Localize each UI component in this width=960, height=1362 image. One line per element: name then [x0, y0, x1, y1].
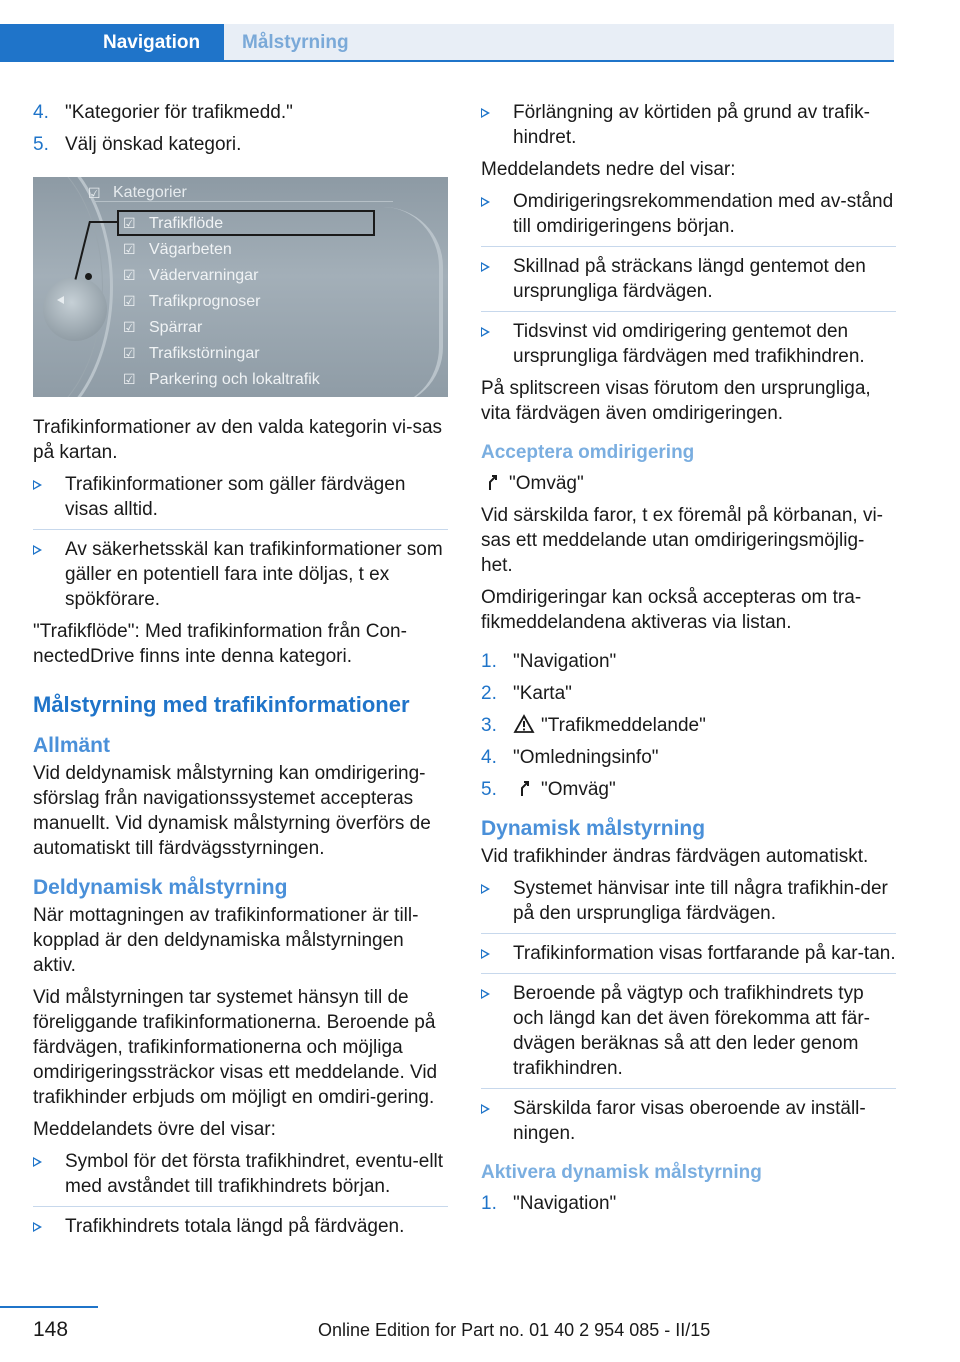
step-number: 5. [33, 134, 49, 155]
step-text: "Trafikmeddelande" [541, 715, 706, 736]
bullet-text: Omdirigeringsrekommendation med av-stånd till omdirigeringens början. [513, 191, 894, 237]
step-number: 2. [481, 683, 497, 704]
bullet-text: Systemet hänvisar inte till några trafikhin-der på den ursprungliga färdvägen. [513, 878, 888, 924]
detour-arrow-icon [481, 472, 503, 492]
category-item[interactable] [123, 211, 223, 235]
paragraph: När mottagningen av trafikinformationer är till-kopplad är den deldynamiska målstyrningen aktiv. [33, 905, 419, 976]
category-item[interactable] [123, 315, 202, 339]
page-header [0, 0, 960, 62]
bullet-text: Tidsvinst vid omdirigering gentemot den ursprungliga färdvägen med trafikhindren. [513, 321, 865, 367]
step-item [481, 681, 896, 706]
step-item [481, 649, 896, 674]
page-number: 148 [33, 1318, 69, 1341]
step-item [481, 777, 896, 802]
bullet-text: Särskilda faror visas oberoende av inställ-ningen. [513, 1098, 866, 1144]
bullet-text: Symbol för det första trafikhindret, eventu-ellt med avståndet till trafikhindrets början. [65, 1151, 444, 1197]
triangle-bullet-icon [33, 1222, 42, 1232]
category-item[interactable] [123, 341, 260, 365]
bullet-item [481, 189, 896, 239]
triangle-bullet-icon [481, 1104, 490, 1114]
bullet-item [33, 537, 448, 612]
bullet-divider [481, 933, 896, 934]
bullet-text: Trafikinformationer som gäller färdvägen visas alltid. [65, 474, 406, 520]
bullet-item [481, 100, 896, 150]
omvag-line [481, 471, 896, 496]
edition-text: Online Edition for Part no. 01 40 2 954 085 - II/15 [318, 1320, 711, 1340]
paragraph: Vid deldynamisk målstyrning kan omdirigering-sförslag från navigationssystemet accepteras manuellt. Vid dynamisk målstyrning överförs de automatiskt till färdvägsstyrningen. [33, 763, 431, 859]
checkbox-icon: ☑ [123, 319, 136, 335]
triangle-bullet-icon [33, 545, 42, 555]
controller-knob-icon [43, 277, 107, 341]
triangle-bullet-icon [481, 949, 490, 959]
screen-divider [93, 201, 393, 202]
subsection-heading: Aktivera dynamisk målstyrning [481, 1162, 762, 1183]
step-number: 4. [481, 747, 497, 768]
checklist-icon: ☑ [88, 185, 101, 201]
right-column [481, 100, 896, 1223]
bullet-item [33, 472, 448, 522]
triangle-bullet-icon [481, 108, 490, 118]
step-number: 1. [481, 651, 497, 672]
bullet-divider [481, 1088, 896, 1089]
paragraph: Omdirigeringar kan också accepteras om tra-fikmeddelandena aktiveras via listan. [481, 587, 862, 633]
step-item [33, 100, 448, 125]
bullet-item [481, 876, 896, 926]
subsection-heading: Allmänt [33, 734, 111, 757]
triangle-bullet-icon [481, 327, 490, 337]
bullet-text: Trafikhindrets totala längd på färdvägen. [65, 1216, 405, 1237]
paragraph: Trafikinformationer av den valda kategorin vi-sas på kartan. [33, 417, 443, 463]
category-item[interactable] [123, 237, 232, 261]
step-text: "Omledningsinfo" [513, 747, 659, 768]
bullet-text: Skillnad på sträckans längd gentemot den ursprungliga färdvägen. [513, 256, 866, 302]
footer-divider [0, 1306, 98, 1308]
step-number: 4. [33, 102, 49, 123]
step-text: "Karta" [513, 683, 572, 704]
subsection-heading: Deldynamisk målstyrning [33, 876, 288, 899]
tab-malstyrning[interactable]: Målstyrning [224, 24, 894, 62]
category-label: Vägarbeten [149, 241, 232, 258]
step-item [481, 1191, 896, 1216]
section-heading: Målstyrning med trafikinformationer [33, 692, 410, 717]
subsection-heading: Dynamisk målstyrning [481, 817, 706, 840]
category-label: Trafikprognoser [149, 293, 261, 310]
step-text: "Navigation" [513, 1193, 617, 1214]
categories-screenshot [33, 177, 448, 397]
bullet-divider [481, 311, 896, 312]
step-text: Välj önskad kategori. [65, 134, 242, 155]
bullet-item [481, 1096, 896, 1146]
checkbox-icon: ☑ [123, 267, 136, 283]
category-item[interactable] [123, 367, 320, 391]
bullet-divider [481, 973, 896, 974]
step-number: 1. [481, 1193, 497, 1214]
step-item [481, 713, 896, 738]
paragraph: På splitscreen visas förutom den ursprungliga, vita färdvägen även omdirigeringen. [481, 378, 871, 424]
checkbox-icon: ☑ [123, 293, 136, 309]
category-item[interactable] [123, 263, 258, 287]
paragraph: Meddelandets övre del visar: [33, 1119, 276, 1140]
bullet-item [481, 941, 896, 966]
paragraph: Vid målstyrningen tar systemet hänsyn till de föreliggande trafikinformationerna. Beroende på färdvägen, trafikinformationerna och möjliga omdirigeringssträckor visas ett meddelande. Vid trafikhinder erbjuds om möjligt en omdiri-gering. [33, 987, 438, 1108]
bullet-item [481, 981, 896, 1081]
step-text: "Navigation" [513, 651, 617, 672]
bullet-text: Av säkerhetsskäl kan trafikinformationer som gäller en potentiell fara inte döljas, t ex spökförare. [65, 539, 443, 610]
bullet-divider [33, 1206, 448, 1207]
triangle-bullet-icon [33, 480, 42, 490]
step-number: 3. [481, 715, 497, 736]
bullet-text: Förlängning av körtiden på grund av trafik-hindret. [513, 102, 870, 148]
category-item[interactable] [123, 289, 260, 313]
paragraph: Vid trafikhinder ändras färdvägen automatiskt. [481, 846, 869, 867]
tab-navigation[interactable]: Navigation [0, 24, 224, 62]
subsection-heading: Acceptera omdirigering [481, 442, 695, 463]
bullet-divider [481, 246, 896, 247]
bullet-divider [33, 529, 448, 530]
triangle-bullet-icon [481, 884, 490, 894]
checkbox-icon: ☑ [123, 371, 136, 387]
step-number: 5. [481, 779, 497, 800]
triangle-bullet-icon [481, 989, 490, 999]
bullet-item [33, 1214, 448, 1239]
category-label: Trafikstörningar [149, 345, 260, 362]
category-label: Spärrar [149, 319, 203, 336]
triangle-bullet-icon [481, 262, 490, 272]
step-item [33, 132, 448, 157]
detour-arrow-icon [513, 778, 535, 798]
checkbox-icon: ☑ [123, 345, 136, 361]
screen-arc-decoration [383, 207, 443, 397]
category-label: Parkering och lokaltrafik [149, 371, 320, 388]
bullet-text: Trafikinformation visas fortfarande på kar-tan. [513, 943, 896, 964]
header-divider [0, 60, 894, 62]
category-label: Trafikflöde [149, 215, 224, 232]
bullet-item [481, 254, 896, 304]
checkbox-icon: ☑ [123, 241, 136, 257]
bullet-text: Beroende på vägtyp och trafikhindrets typ och längd kan det även förekomma att fär-dvägen beräknas så att den leder genom trafikhindren. [513, 983, 870, 1079]
left-column [33, 100, 448, 1246]
triangle-bullet-icon [33, 1157, 42, 1167]
bullet-item [481, 319, 896, 369]
step-item [481, 745, 896, 770]
screen-title: Kategorier [113, 184, 187, 201]
step-text: "Omväg" [541, 779, 616, 800]
category-label: Vädervarningar [149, 267, 259, 284]
paragraph: Meddelandets nedre del visar: [481, 159, 736, 180]
omvag-label: "Omväg" [509, 473, 584, 494]
checkbox-icon: ☑ [123, 215, 136, 231]
bullet-item [33, 1149, 448, 1199]
warning-triangle-icon [513, 714, 535, 734]
step-text: "Kategorier för trafikmedd." [65, 102, 293, 123]
callout-line [89, 221, 119, 223]
arrow-left-icon [57, 296, 64, 304]
paragraph: "Trafikflöde": Med trafikinformation från Con-nectedDrive finns inte denna kategori. [33, 621, 407, 667]
callout-dot [85, 273, 92, 280]
paragraph: Vid särskilda faror, t ex föremål på körbanan, vi-sas ett meddelande utan omdirigeringsmöjlig-het. [481, 505, 884, 576]
triangle-bullet-icon [481, 197, 490, 207]
